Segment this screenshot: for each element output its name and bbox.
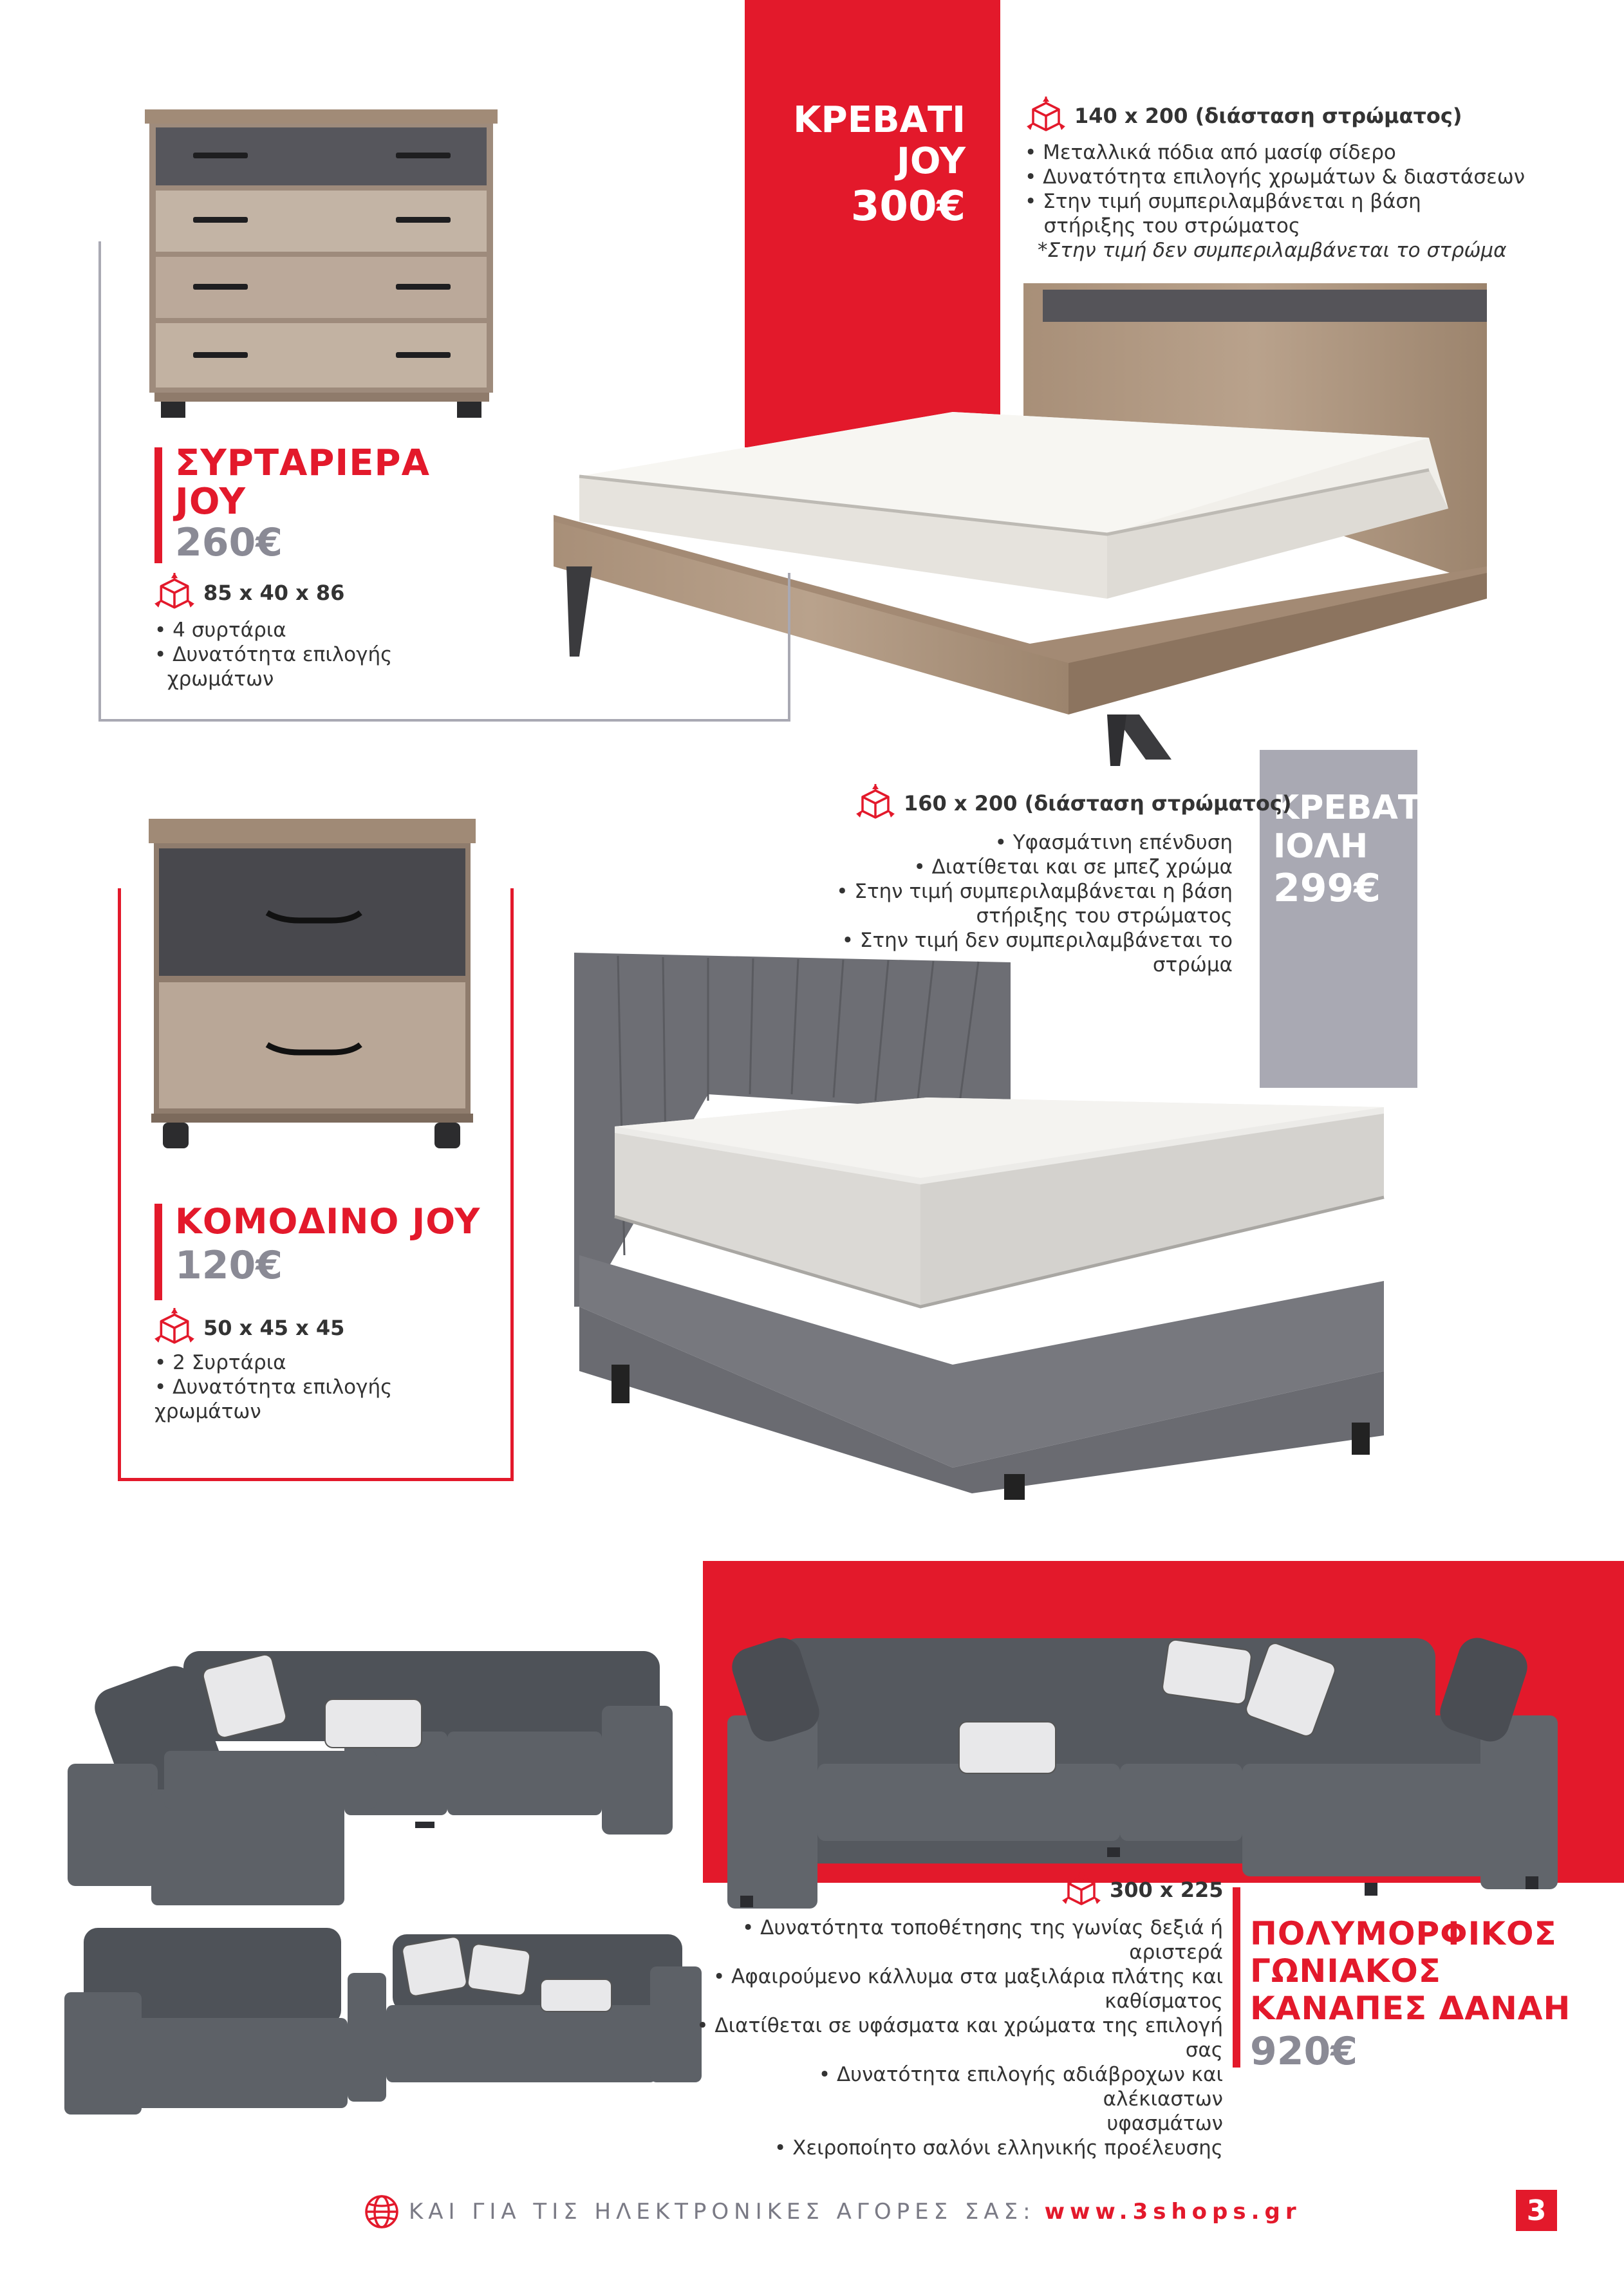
dresser-title-line1: ΣΥΡΤΑΡΙΕΡΑ <box>175 442 430 484</box>
sofa-title <box>1250 1915 1571 2076</box>
dresser-dimensions-text: 85 x 40 x 86 <box>203 581 345 605</box>
bed-joy-feature: στήριξης του στρώματος <box>1025 214 1301 238</box>
bed-ioli-feature: • Στην τιμή συμπεριλαμβάνεται η βάση <box>836 880 1233 903</box>
dimensions-icon <box>154 1308 194 1348</box>
dresser-features <box>154 618 425 691</box>
bed-joy-feature: • Στην τιμή συμπεριλαμβάνεται η βάση <box>1025 190 1421 213</box>
nightstand-frame-bottom <box>118 1478 514 1481</box>
sofa-feature: • Δυνατότητα επιλογής αδιάβροχων και αλέκιαστων <box>818 2063 1223 2111</box>
nightstand-image <box>145 816 480 1164</box>
bed-ioli-dimensions-text: 160 x 200 (διάσταση στρώματος) <box>904 791 1292 816</box>
bed-joy-note: *Στην τιμή δεν συμπεριλαμβάνεται το στρώμα <box>1038 239 1507 262</box>
bed-joy-image <box>541 264 1493 779</box>
dimensions-icon <box>856 784 895 823</box>
sofa-variant-image-1 <box>61 1635 679 1905</box>
bed-ioli-title <box>1273 789 1433 911</box>
bed-ioli-feature: στήριξης του στρώματος <box>976 904 1233 928</box>
bed-ioli-image <box>566 946 1390 1500</box>
sofa-title-line3: ΚΑΝΑΠΕΣ ΔΑΝΑΗ <box>1250 1990 1571 2027</box>
dresser-dimensions <box>154 573 344 613</box>
dresser-title-line2: JOY <box>175 481 246 523</box>
bed-ioli-price: 299€ <box>1273 866 1381 911</box>
globe-icon <box>364 2194 400 2230</box>
footer-url[interactable]: www.3shops.gr <box>1044 2199 1302 2225</box>
dresser-feature: • Δυνατότητα επιλογής <box>154 643 393 666</box>
sofa-dimensions-text: 300 x 225 <box>1110 1878 1224 1902</box>
nightstand-dimensions <box>154 1308 344 1348</box>
bed-ioli-feature: • Διατίθεται και σε μπεζ χρώμα <box>913 855 1233 879</box>
footer-text: ΚΑΙ ΓΙΑ ΤΙΣ ΗΛΕΚΤΡΟΝΙΚΕΣ ΑΓΟΡΕΣ ΣΑΣ: <box>409 2199 1036 2225</box>
sofa-accent-bar <box>1233 1887 1240 2068</box>
dresser-image <box>142 106 502 422</box>
dresser-feature: χρωμάτων <box>154 668 274 691</box>
page-number: 3 <box>1526 2194 1547 2227</box>
sofa-feature: • Διατίθεται σε υφάσματα και χρώματα της επιλογή σας <box>696 2014 1223 2062</box>
dresser-feature: • 4 συρτάρια <box>154 619 286 642</box>
nightstand-title-text: ΚΟΜΟΔΙΝΟ JOY <box>175 1201 481 1242</box>
dresser-frame-bottom <box>98 719 790 722</box>
sofa-features <box>695 1916 1223 2160</box>
nightstand-title <box>175 1202 480 1290</box>
nightstand-feature: • 2 Συρτάρια <box>154 1351 286 1374</box>
dresser-frame <box>98 241 101 721</box>
sofa-feature: • Χειροποίητο σαλόνι ελληνικής προέλευσης <box>774 2136 1223 2160</box>
sofa-price: 920€ <box>1250 2029 1358 2074</box>
nightstand-feature: • Δυνατότητα επιλογής χρωμάτων <box>154 1376 393 1423</box>
sofa-title-line2: ΓΩΝΙΑΚΟΣ <box>1250 1952 1441 1990</box>
dresser-price: 260€ <box>175 520 283 565</box>
bed-ioli-title-line2: ΙΟΛΗ <box>1273 827 1368 866</box>
nightstand-accent-bar <box>154 1204 162 1300</box>
bed-ioli-feature: • Στην τιμή δεν συμπεριλαμβάνεται το στρώμα <box>841 929 1233 976</box>
dresser-title <box>175 444 430 564</box>
dimensions-icon <box>1062 1871 1101 1909</box>
nightstand-price: 120€ <box>175 1243 283 1288</box>
bed-joy-dimensions-text: 140 x 200 (διάσταση στρώματος) <box>1074 104 1462 128</box>
footer <box>364 2194 1302 2230</box>
nightstand-frame-right <box>510 888 514 1480</box>
bed-joy-dimensions <box>1027 97 1462 135</box>
bed-ioli-title-line1: ΚΡΕΒΑΤΙ <box>1273 789 1433 827</box>
bed-joy-price: 300€ <box>850 183 966 230</box>
dimensions-icon <box>1027 97 1065 135</box>
bed-joy-title-line1: ΚΡΕΒΑΤΙ <box>793 99 966 141</box>
sofa-variant-image-2 <box>64 1921 702 2121</box>
nightstand-features <box>154 1350 502 1424</box>
dresser-frame-right <box>788 573 790 721</box>
page-number-badge <box>1516 2190 1557 2231</box>
bed-ioli-dimensions <box>856 784 1291 823</box>
nightstand-dimensions-text: 50 x 45 x 45 <box>203 1316 345 1340</box>
sofa-feature: • Αφαιρούμενο κάλλυμα στα μαξιλάρια πλάτης και <box>713 1965 1223 1988</box>
sofa-title-line1: ΠΟΛΥΜΟΡΦΙΚΟΣ <box>1250 1915 1557 1952</box>
sofa-feature: υφασμάτων <box>1106 2112 1223 2135</box>
bed-joy-feature: • Μεταλλικά πόδια από μασίφ σίδερο <box>1025 141 1396 164</box>
bed-joy-features <box>1025 140 1540 263</box>
dresser-accent-bar <box>154 447 162 563</box>
sofa-feature: καθίσματος <box>1105 1990 1223 2013</box>
bed-joy-title-line2: JOY <box>897 140 966 182</box>
sofa-feature: • Δυνατότητα τοποθέτησης της γωνίας δεξιά ή αριστερά <box>742 1916 1223 1964</box>
sofa-dimensions <box>1062 1871 1224 1909</box>
dimensions-icon <box>154 573 194 613</box>
bed-ioli-feature: • Υφασμάτινη επένδυση <box>994 831 1233 854</box>
bed-joy-feature: • Δυνατότητα επιλογής χρωμάτων & διαστάσεων <box>1025 165 1526 189</box>
bed-joy-title <box>760 100 966 231</box>
nightstand-frame-left <box>118 888 121 1480</box>
